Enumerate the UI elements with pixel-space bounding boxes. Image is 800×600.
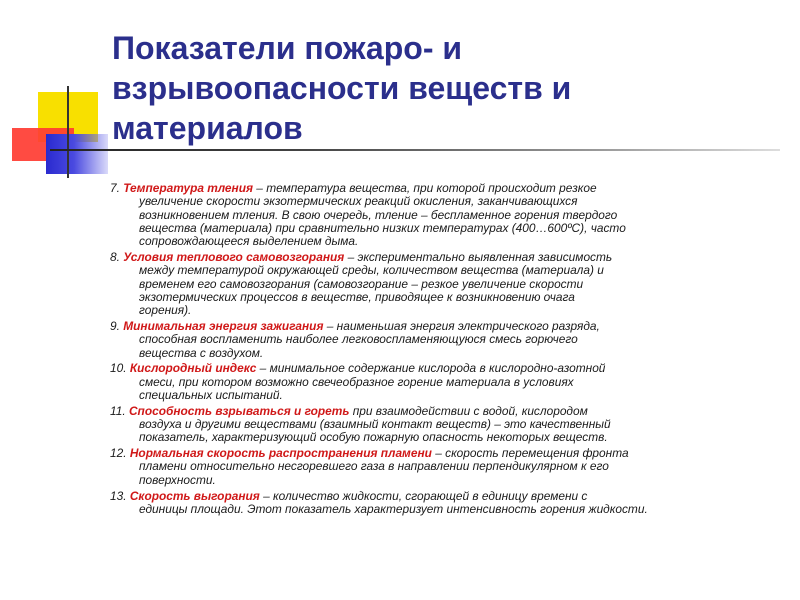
item-text-line: способная воспламенить наиболее легковоспламеняющуюся смесь горючего: [139, 332, 578, 347]
item-text-line: экзотермических процессов в веществе, приводящее к возникновению очага: [139, 289, 575, 304]
item-number: 12.: [110, 446, 127, 461]
list-item: [110, 362, 780, 402]
list-item: [110, 447, 780, 487]
item-first-line: [110, 490, 780, 503]
list-item: [110, 320, 780, 360]
decor-blue-square: [46, 134, 108, 174]
item-term: Температура тления: [123, 181, 253, 195]
item-first-line: [110, 362, 780, 375]
item-text: – скорость перемещения фронта: [431, 446, 629, 461]
item-text-line: увеличение скорости экзотермических реакций окисления, заканчивающихся: [139, 194, 578, 209]
title-line: взрывоопасности веществ и: [112, 70, 572, 106]
item-text-line: временем его самовозгорания (самовозгорание – резкое увеличение скорости: [139, 276, 584, 291]
item-text-line: горения).: [139, 303, 192, 318]
item-term: Минимальная энергия зажигания: [123, 318, 324, 333]
item-text: – минимальное содержание кислорода в кислородно-азотной: [256, 361, 606, 376]
item-text-line: пламени относительно несгоревшего газа в направлении перпендикулярном к его: [139, 459, 609, 474]
list-item: [110, 182, 780, 248]
item-text-line: возникновением тления. В свою очередь, тление – беспламенное горения твердого: [139, 207, 618, 222]
indicator-list: [110, 182, 780, 519]
item-first-line: [110, 182, 780, 195]
item-term: Способность взрываться и гореть: [128, 403, 350, 418]
item-number: 10.: [110, 361, 127, 376]
item-text-line: вещества (материала) при сравнительно низких температурах (400…600ºС), часто: [139, 220, 626, 235]
item-text: – наименьшая энергия электрического разряда,: [323, 318, 600, 333]
item-number: 8.: [110, 249, 120, 264]
item-number: 9.: [110, 318, 120, 333]
item-text: – температура вещества, при которой происходит резкое: [253, 181, 597, 195]
item-text: – экспериментально выявленная зависимость: [344, 249, 613, 264]
slide-title: [112, 28, 772, 148]
item-number: 7.: [110, 181, 120, 195]
item-text-line: специальных испытаний.: [139, 387, 283, 402]
item-text-line: сопровождающееся выделением дыма.: [139, 234, 359, 249]
item-number: 13.: [110, 488, 127, 503]
item-term: Кислородный индекс: [129, 361, 257, 376]
decor-vertical-line: [67, 86, 69, 178]
item-text-line: поверхности.: [139, 472, 216, 487]
item-text: при взаимодействии с водой, кислородом: [349, 403, 588, 418]
title-underline: [50, 149, 780, 151]
list-item: [110, 251, 780, 317]
item-first-line: [110, 447, 780, 460]
item-text-line: между температурой окружающей среды, количеством вещества (материала) и: [139, 263, 604, 278]
item-first-line: [110, 405, 780, 418]
item-text-line: единицы площади. Этот показатель характеризует интенсивность горения жидкости.: [139, 501, 648, 516]
item-text-line: смеси, при котором возможно свечеобразное горение материала в условиях: [139, 374, 574, 389]
item-term: Скорость выгорания: [129, 488, 260, 503]
list-item: [110, 490, 780, 517]
item-text: – количество жидкости, сгорающей в единицу времени с: [259, 488, 588, 503]
title-line: материалов: [112, 110, 303, 146]
list-item: [110, 405, 780, 445]
item-text-line: показатель, характеризующий особую пожарную опасность некоторых веществ.: [139, 430, 608, 445]
item-term: Условия теплового самовозгорания: [123, 249, 345, 264]
item-term: Нормальная скорость распространения пламени: [129, 446, 432, 461]
item-text-line: вещества с воздухом.: [139, 345, 264, 360]
item-text-line: воздуха и другими веществами (взаимный контакт веществ) – это качественный: [139, 417, 611, 432]
item-number: 11.: [110, 403, 126, 418]
item-first-line: [110, 251, 780, 264]
item-first-line: [110, 320, 780, 333]
title-line: Показатели пожаро- и: [112, 30, 463, 66]
